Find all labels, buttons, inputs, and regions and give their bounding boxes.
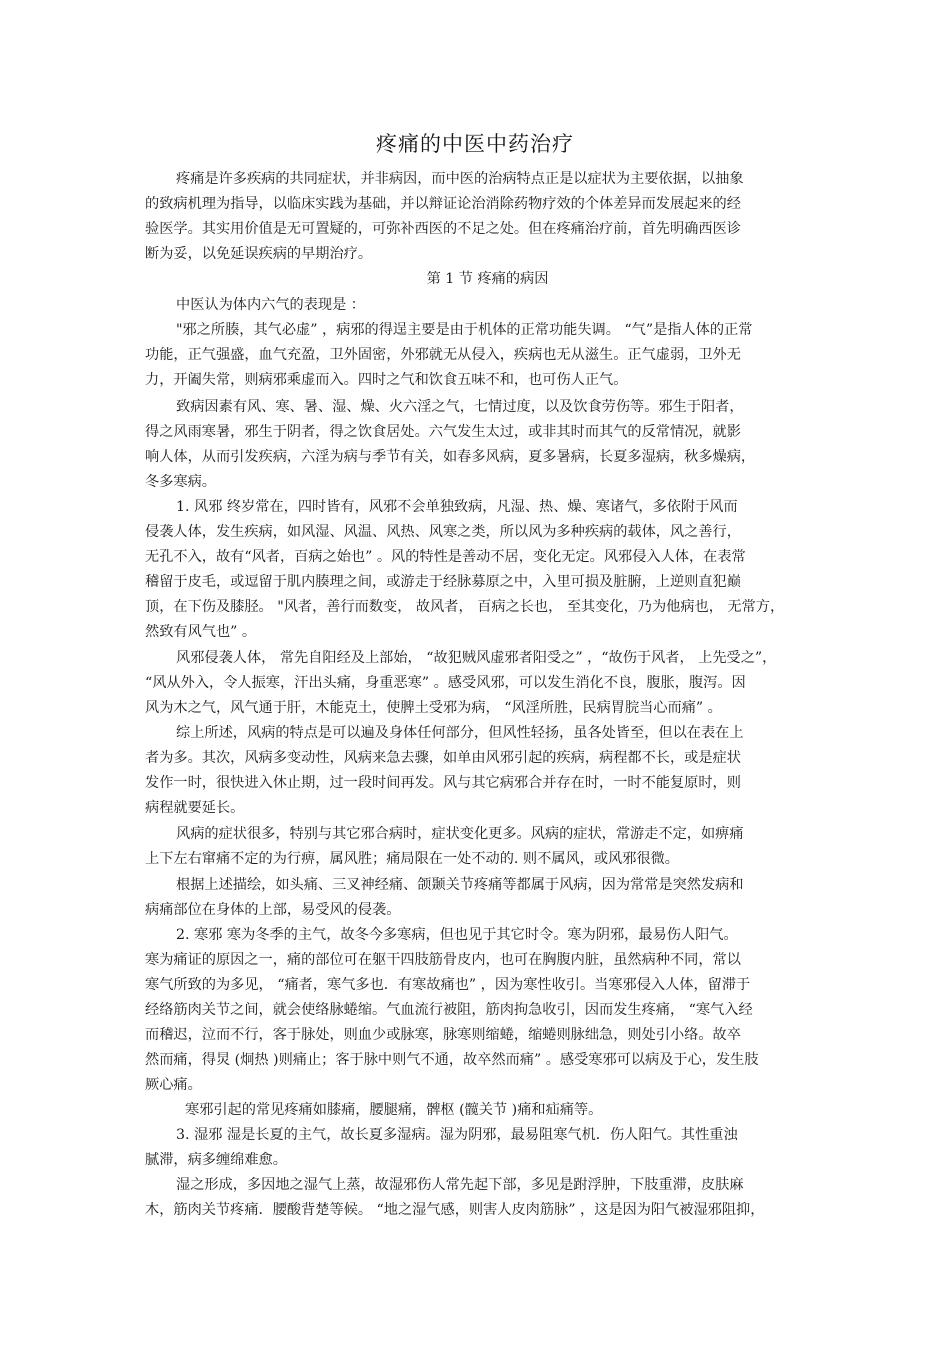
text-line: 验医学。其实用价值是无可置疑的，可弥补西医的不足之处。但在疼痛治疗前，首先明确西医诊 bbox=[145, 221, 741, 237]
text-line: 疼痛是许多疾病的共同症状，并非病因，而中医的治病特点正是以症状为主要依据，以抽象 bbox=[176, 171, 744, 187]
text-line: 稽留于皮毛，或逗留于肌内腠理之间，或游走于经脉募原之中，入里可损及脏腑，上逆则直犯巅 bbox=[145, 574, 741, 590]
document-title: 疼痛的中医中药治疗 bbox=[376, 132, 574, 156]
text-line: 经络筋肉关节之间，就会使络脉蜷缩。气血流行被阻，筋肉拘急收引，因而发生疼痛， “寒气入经 bbox=[145, 1002, 753, 1018]
text-line: 致病因素有风、寒、暑、湿、燥、火六淫之气，七情过度，以及饮食劳伤等。邪生于阳者， bbox=[176, 399, 744, 415]
text-line: 功能，正气强盛，血气充盈，卫外固密，外邪就无从侵入，疾病也无从滋生。正气虚弱，卫外无 bbox=[145, 347, 741, 363]
text-line: 得之风雨寒暑，邪生于阴者，得之饮食居处。六气发生太过，或非其时而其气的反常情况，就影 bbox=[145, 424, 741, 440]
text-line: 寒邪引起的常见疼痛如膝痛，腰腿痛，髀枢 (髋关节 )痛和疝痛等。 bbox=[185, 1102, 603, 1118]
text-line: 发作一时，很快进入休止期，过一段时间再发。风与其它病邪合并存在时，一时不能复原时，则 bbox=[145, 775, 741, 791]
text-line: 中医认为体内六气的表现是 ： bbox=[176, 297, 365, 313]
text-line: 冬多寒病。 bbox=[145, 474, 216, 490]
text-line: 断为妥，以免延误疾病的早期治疗。 bbox=[145, 246, 373, 262]
text-line: 病程就要延长。 bbox=[145, 800, 245, 816]
text-line: “风从外入，令人振寒，汗出头痛，身重恶寒” 。感受风邪，可以发生消化不良，腹胀，腹泻。因 bbox=[145, 675, 746, 691]
text-line: 厥心痛。 bbox=[145, 1077, 202, 1093]
text-line: 风病的症状很多，特别与其它邪合病时，症状变化更多。风病的症状，常游走不定，如痹痛 bbox=[176, 826, 744, 842]
text-line: 然致有风气也” 。 bbox=[145, 624, 257, 640]
text-line: 1. 风邪 终岁常在，四时皆有，风邪不会单独致病，凡湿、热、燥、寒诸气，多依附于风而 bbox=[176, 499, 738, 515]
text-line: 寒气所致的为多见， “痛者，寒气多也．有寒故痛也” ，因为寒性收引。当寒邪侵入人体，留滞于 bbox=[145, 977, 751, 993]
text-line: 顶，在下伤及膝胫。 "风者，善行而数变， 故风者， 百病之长也， 至其变化，乃为他病也， 无常方， bbox=[145, 599, 785, 615]
text-line: 3. 湿邪 湿是长夏的主气，故长夏多湿病。湿为阴邪，最易阻寒气机．伤人阳气。其性重浊 bbox=[176, 1127, 738, 1143]
text-line: 风为木之气，风气通于肝，木能克土，使脾土受邪为病， “风淫所胜，民病胃脘当心而痛” 。 bbox=[145, 700, 722, 716]
text-line: 根据上述描绘，如头痛、三叉神经痛、颌颞关节疼痛等都属于风病，因为常常是突然发病和 bbox=[176, 877, 744, 893]
text-line: 响人体，从而引发疾病，六淫为病与季节有关，如春多风病，夏多暑病，长夏多湿病，秋多燥病， bbox=[145, 449, 756, 465]
text-line: 无孔不入，故有“风者，百病之始也” 。风的特性是善动不居，变化无定。风邪侵入人体，在表常 bbox=[145, 549, 746, 565]
text-line: 而稽迟，泣而不行，客于脉处，则血少或脉寒，脉寒则缩蜷，缩蜷则脉绌急，则处引小络。故卒 bbox=[145, 1027, 741, 1043]
section-heading: 第 1 节 疼痛的病因 bbox=[426, 271, 549, 287]
text-line: 病痛部位在身体的上部，易受风的侵袭。 bbox=[145, 902, 401, 918]
text-line: 的致病机理为指导，以临床实践为基础，并以辩证论治消除药物疗效的个体差异而发展起来的经 bbox=[145, 196, 741, 212]
text-line: 者为多。其次，风病多变动性，风病来急去骤，如单由风邪引起的疾病，病程都不长，或是症状 bbox=[145, 750, 741, 766]
text-line: 综上所述，风病的特点是可以遍及身体任何部分，但风性轻扬，虽各处皆至，但以在表在上 bbox=[176, 725, 744, 741]
text-line: 寒为痛证的原因之一，痛的部位可在躯干四肢筋骨皮内，也可在胸腹内脏，虽然病种不同，常以 bbox=[145, 952, 741, 968]
text-line: 然而痛，得炅 (炯热 )则痛止；客于脉中则气不通，故卒然而痛” 。感受寒邪可以病及于心，发生肢 bbox=[145, 1052, 759, 1068]
text-line: 风邪侵袭人体， 常先自阳经及上部始， “故犯贼风虚邪者阳受之” ，“故伤于风者， 上先受之”， bbox=[176, 650, 777, 666]
text-line: 腻滞，病多缠绵难愈。 bbox=[145, 1152, 287, 1168]
text-line: 2. 寒邪 寒为冬季的主气，故冬今多寒病，但也见于其它时令。寒为阴邪，最易伤人阳气。 bbox=[176, 927, 738, 943]
text-line: 上下左右窜痛不定的为行痹，属风胜；痛局限在一处不动的. 则不属风，或风邪很微。 bbox=[145, 851, 679, 867]
text-line: 湿之形成，多因地之湿气上蒸，故湿邪伤人常先起下部，多见是跗浮肿，下肢重滞，皮肤麻 bbox=[176, 1177, 744, 1193]
text-line: 力，开阖失常，则病邪乘虚而入。四时之气和饮食五味不和，也可伤人正气。 bbox=[145, 372, 628, 388]
text-line: 木，筋肉关节疼痛．腰酸背楚等候。 “地之湿气感，则害人皮肉筋脉” ，这是因为阳气被湿邪阻抑， bbox=[145, 1202, 765, 1218]
text-line: 侵袭人体，发生疾病，如风湿、风温、风热、风寒之类，所以风为多种疾病的载体，风之善行， bbox=[145, 524, 741, 540]
text-line: "邪之所腠，其气必虚” ，病邪的得逞主要是由于机体的正常功能失调。 “气”是指人体的正常 bbox=[176, 322, 753, 338]
